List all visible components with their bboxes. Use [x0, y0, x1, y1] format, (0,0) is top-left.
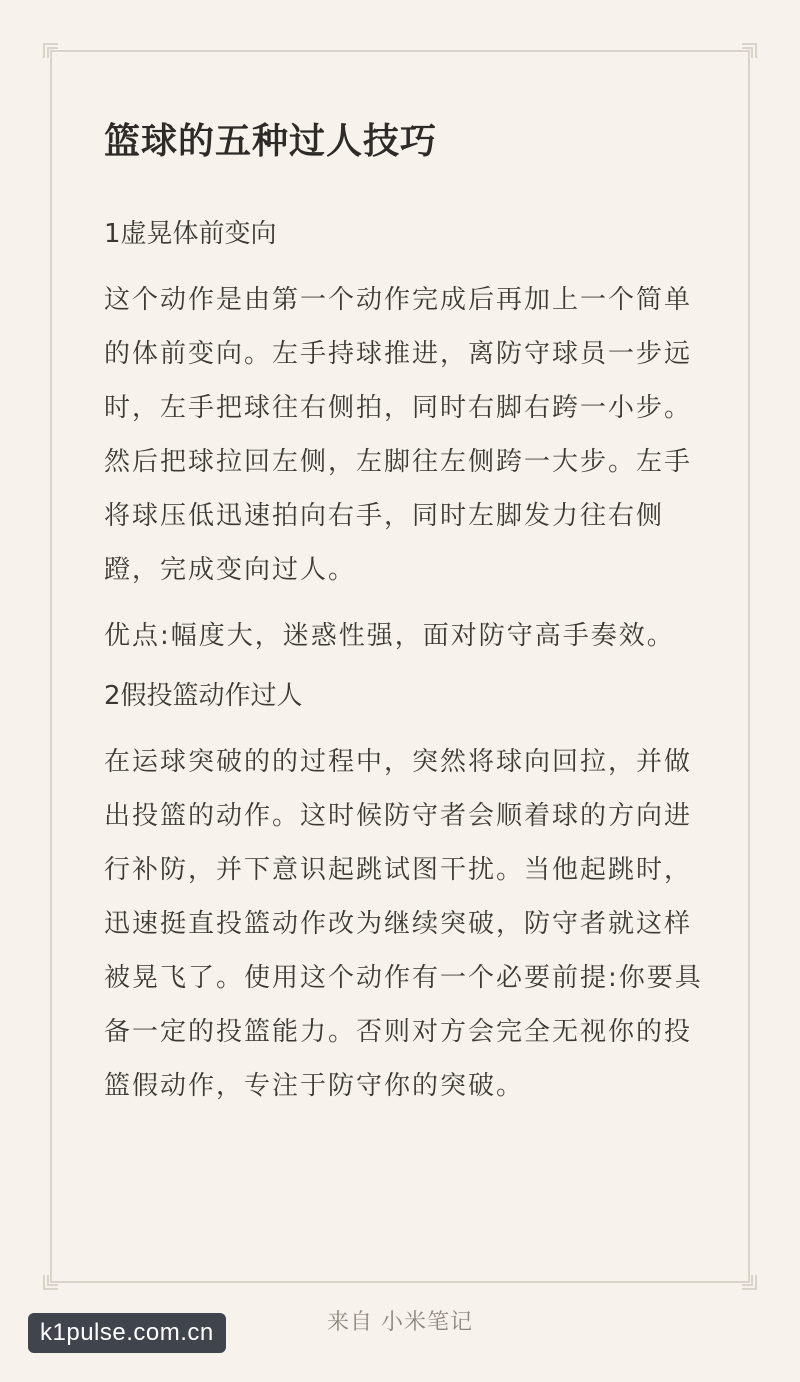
watermark-badge: k1pulse.com.cn	[28, 1313, 226, 1353]
source-footer: 来自 小米笔记	[327, 1310, 473, 1335]
section-heading: 1虚晃体前变向	[104, 219, 277, 250]
section-paragraph: 在运球突破的的过程中，突然将球向回拉，并做出投篮的动作。这时候防守者会顺着球的方向进行补防，并下意识起跳试图干扰。当他起跳时，迅速挺直投篮动作改为继续突破，防守者就这样被晃飞了。使用这个动作有一个必要前提:你要具备一定的投篮能力。否则对方会完全无视你的投篮假动作，专注于防守你的突破。	[104, 747, 703, 1102]
corner-ornament-icon	[42, 42, 60, 60]
page-title: 篮球的五种过人技巧	[104, 121, 438, 162]
section-heading: 2假投篮动作过人	[104, 681, 303, 712]
section-1	[104, 207, 704, 663]
section-paragraph: 这个动作是由第一个动作完成后再加上一个简单的体前变向。左手持球推进，离防守球员一步远时，左手把球往右侧拍，同时右脚右跨一小步。然后把球拉回左侧，左脚往左侧跨一大步。左手将球压低迅速拍向右手，同时左脚发力往右侧蹬，完成变向过人。	[104, 285, 693, 586]
corner-ornament-icon	[42, 1273, 60, 1291]
section-paragraph: 优点:幅度大，迷惑性强，面对防守高手奏效。	[104, 621, 675, 652]
corner-ornament-icon	[740, 42, 758, 60]
corner-ornament-icon	[740, 1273, 758, 1291]
section-2	[104, 669, 704, 1113]
article-body	[104, 120, 704, 1113]
